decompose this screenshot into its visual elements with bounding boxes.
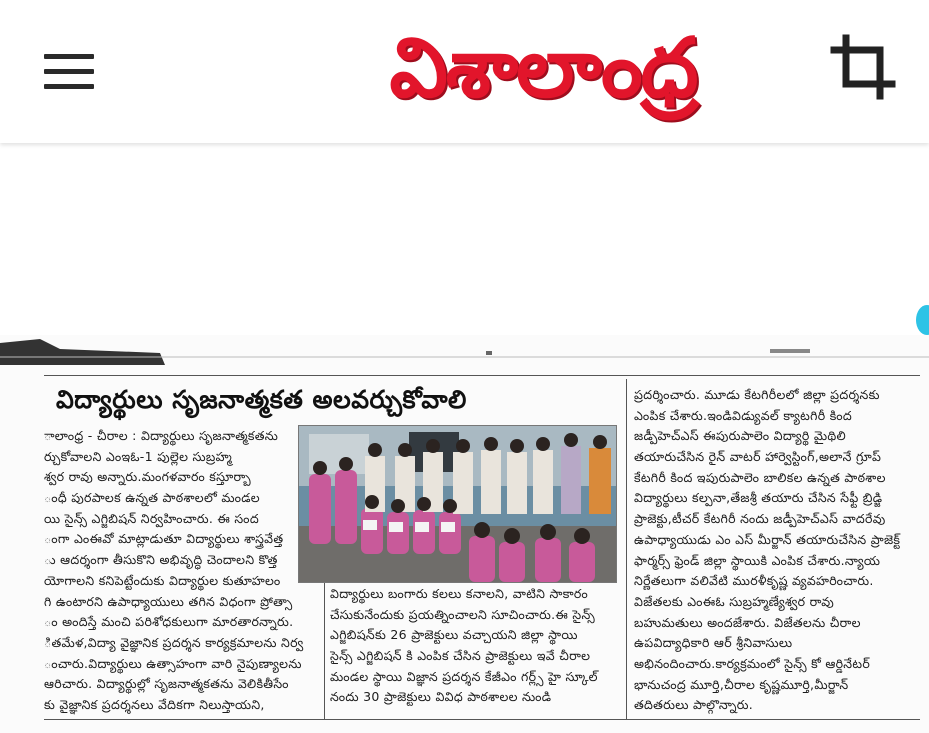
- text-line: ు ఆదర్శంగా తీసుకొని అభివృద్ధి చెందాలని కొత్త: [44, 552, 278, 568]
- text-line: జడ్పీహెచ్ఎస్ ఈపురుపాలెం విద్యార్థి మైథిలి: [634, 428, 846, 444]
- text-line: అభినందించారు.కార్యక్రమంలో సైన్స్ కో ఆర్డినేటర్: [634, 655, 871, 671]
- text-line: ంధీ పురపాలక ఉన్నత పాఠశాలలో మండల: [44, 490, 260, 506]
- text-line: ఫార్మర్స్ ఫ్రెండ్ జిల్లా స్థాయికి ఎంపిక చేశారు.న్యాయ: [634, 552, 881, 568]
- text-line: ంగా ఎంఈవో మాట్లాడుతూ విద్యార్థులు శాస్త్రవేత్త: [44, 531, 284, 547]
- newspaper-logo[interactable]: [308, 8, 778, 130]
- text-line: బహుమతులు అందజేశారు. విజేతలను చీరాల: [634, 614, 861, 630]
- hamburger-menu-icon[interactable]: [44, 52, 96, 92]
- text-line: ంచారు.విద్యార్థులు ఉత్సాహంగా వారి నైపుణ్యాలను: [44, 655, 302, 671]
- logo-text: విశాలాంధ్ర: [389, 21, 697, 116]
- top-rule: [44, 375, 920, 376]
- edge-handle-icon[interactable]: [916, 305, 929, 335]
- app-header: [0, 0, 929, 143]
- text-line: ఉపాధ్యాయుడు ఎం ఎస్ మీర్జాన్ తయారుచేసిన ప్రాజెక్ట్: [634, 531, 901, 547]
- text-line: శ్వర రావు అన్నారు.మంగళవారం కస్తూర్బా: [44, 469, 251, 485]
- text-line: ాలాంధ్ర - చీరాల : విద్యార్థులు సృజనాత్మకతను: [44, 428, 279, 443]
- text-line: విద్యార్థులు కల్పనా,తేజశ్రీ తయారు చేసిన సేఫ్టీ బ్రిడ్జి: [634, 490, 883, 506]
- article-column-3: [634, 385, 920, 716]
- text-line: చేసుకునేందుకు ప్రయత్నించాలని సూచించారు.ఈ సైన్స్: [330, 606, 595, 622]
- crop-icon[interactable]: [830, 34, 896, 100]
- text-line: యోగాలని కనిపెట్టేందుకు విద్యార్థుల కుతూహలం: [44, 572, 281, 588]
- column-divider: [324, 581, 325, 719]
- text-line: విజేతలకు ఎంఈఓ సుబ్రహ్మణ్యేశ్వర రావు: [634, 593, 834, 609]
- text-line: ఉపవిద్యాధికారి ఆర్ శ్రీనివాసులు: [634, 635, 793, 651]
- text-line: ఆరిచారు. విద్యార్థుల్లో సృజనాత్మకతను వెలికితీసేం: [44, 676, 289, 692]
- text-line: ప్రదర్శించారు. మూడు కేటగిరీలలో జిల్లా ప్రదర్శనకు: [634, 387, 880, 402]
- text-line: సైన్స్ ఎగ్జిబిషన్ కి ఎంపిక చేసిన ప్రాజెక్టులు ఇవే చీరాల: [330, 648, 591, 664]
- text-line: ం అందిస్తే మంచి పరిశోధకులుగా మారతారన్నారు.: [44, 614, 294, 630]
- text-line: విద్యార్థులు బంగారు కలలు కనాలని, వాటిని సాకారం: [330, 586, 588, 601]
- text-line: నందు 30 ప్రాజెక్టులు వివిధ పాఠశాలల నుండి: [330, 689, 552, 705]
- article-column-1: [44, 426, 320, 716]
- text-line: కేటగిరీ కింద ఇపురుపాలెం బాలికల ఉన్నత పాఠశాల: [634, 469, 886, 485]
- newspaper-clipping: [0, 335, 929, 733]
- text-line: ర్చుకోవాలని ఎంఇఓ-1 పుల్లెల సుబ్రహ్మ: [44, 448, 232, 464]
- group-photo-image: [298, 425, 617, 583]
- text-line: ఎంపిక చేశారు.ఇండివిడ్యువల్ క్యాటగిరీ కింద: [634, 407, 852, 423]
- torn-paper-edge: [0, 335, 929, 375]
- text-line: గి ఉంటారని ఉపాధ్యాయులు తగిన విధంగా ప్రోత్సా: [44, 593, 293, 609]
- text-line: కు వైజ్ఞానిక ప్రదర్శనలు వేదికగా నిలుస్తాయని,: [44, 696, 265, 712]
- article-column-2: [330, 584, 618, 708]
- bottom-rule: [44, 719, 920, 720]
- text-line: ప్రాజెక్టు,టీచర్ కేటగిరీ నందు జడ్పీహెచ్ఎస్ వాదరేవు: [634, 511, 886, 527]
- column-divider: [626, 379, 627, 719]
- text-line: భానుచంద్ర మూర్తి,చీరాల కృష్ణమూర్తి,మీర్జాన్: [634, 676, 849, 692]
- text-line: ఎగ్జిబిషన్‌కు 26 ప్రాజెక్టులు వచ్చాయని జిల్లా స్థాయి: [330, 627, 578, 643]
- text-line: తయారుచేసిన రైన్ వాటర్ హార్వెస్టింగ్,అలానే గ్రూప్: [634, 449, 882, 465]
- text-line: యి సైన్స్ ఎగ్జిబిషన్ నిర్వహించారు. ఈ సంద: [44, 510, 259, 526]
- text-line: మండల స్థాయి విజ్ఞాన ప్రదర్శన కేజీఎం గర్ల్స్ హై స్కూల్: [330, 668, 598, 684]
- text-line: ితమేళ,విద్యా వైజ్ఞానిక ప్రదర్శన కార్యక్రమాలను నిర్వ: [44, 634, 304, 650]
- headline: విద్యార్థులు సృజనాత్మకత అలవర్చుకోవాలి: [56, 385, 467, 414]
- text-line: నిర్ణేతలుగా వలివేటి మురళీకృష్ణ వ్యవహరించారు.: [634, 573, 874, 589]
- text-line: తదితరులు పాల్గొన్నారు.: [634, 697, 754, 713]
